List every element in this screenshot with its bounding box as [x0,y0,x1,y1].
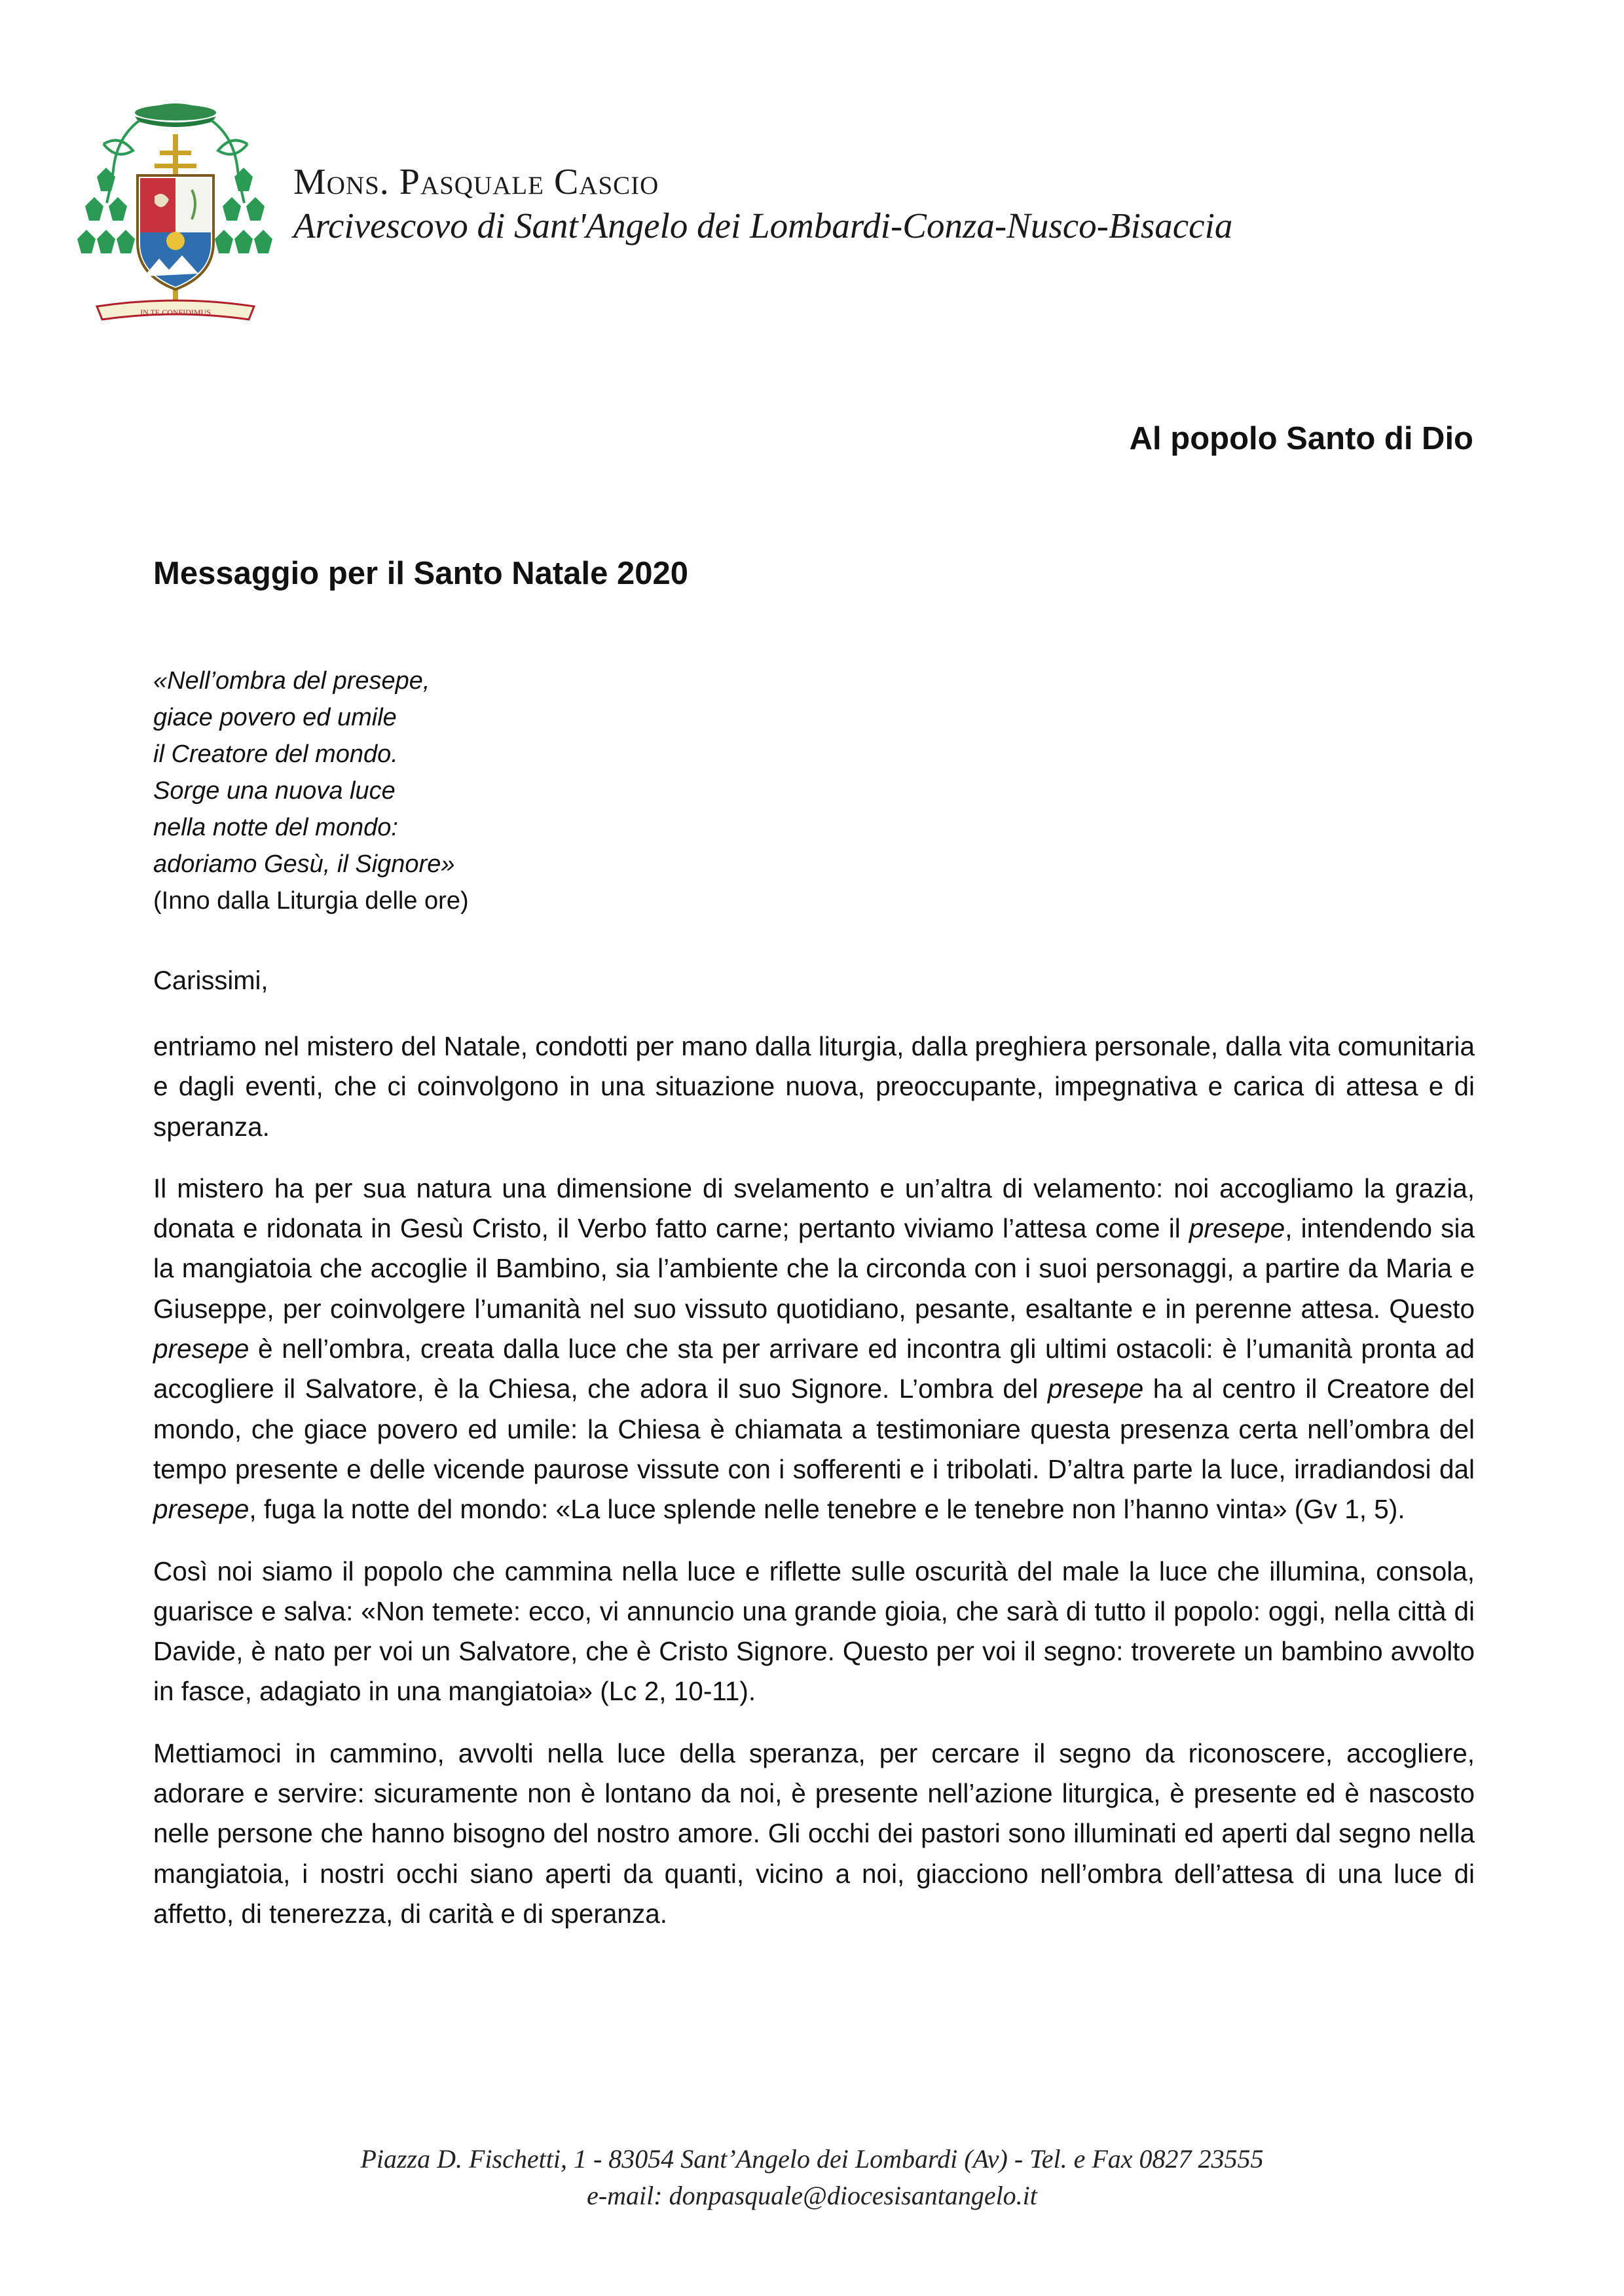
bishop-name: Mons. Pasquale Cascio [293,162,659,202]
body-paragraph: Mettiamoci in cammino, avvolti nella luce della speranza, per cercare il segno da riconoscere, accogliere, adorare e servire: sicuramente non è lontano da noi, è presente nell’azione liturgica, è presente ed è nascosto nelle persone che hanno bisogno del nostro amore. Gli occhi dei pastori sono illuminati ed aperti dal segno nella mangiatoia, i nostri occhi siano aperti da quanti, vicino a noi, giacciono nell’ombra dell’attesa di una luce di affetto, di tenerezza, di carità e di speranza. [153,1738,1475,1929]
letterhead [293,161,1232,249]
footer [0,2141,1624,2214]
document-title: Messaggio per il Santo Natale 2020 [153,556,688,591]
coat-of-arms-emblem [77,98,274,347]
addressee: Al popolo Santo di Dio [1129,421,1473,456]
poem-line: «Nell’ombra del presepe, [153,667,430,695]
poem-source: (Inno dalla Liturgia delle ore) [153,887,469,915]
body-paragraph: Il mistero ha per sua natura una dimensione di svelamento e un’altra di velamento: noi accogliamo la grazia, donata e ridonata in Gesù Cristo, il Verbo fatto carne; pertanto viviamo l’attesa come il presepe, intendendo sia la mangiatoia che accoglie il Bambino, sia l’ambiente che la circonda con i suoi personaggi, a partire da Maria e Giuseppe, per coinvolgere l’umanità nel suo vissuto quotidiano, pesante, esaltante e in perenne attesa. Questo presepe è nell’ombra, creata dalla luce che sta per arrivare ed incontra gli ultimi ostacoli: è l’umanità pronta ad accogliere il Salvatore, è la Chiesa, che adora il suo Signore. L’ombra del presepe ha al centro il Creatore del mondo, che giace povero ed umile: la Chiesa è chiamata a testimoniare questa presenza certa nell’ombra del tempo presente e delle vicende paurose vissute con i sofferenti e i tribolati. D’altra parte la luce, irradiandosi dal presepe, fuga la notte del mondo: «La luce splende nelle tenebre e le tenebre non l’hanno vinta» (Gv 1, 5). [153,1173,1475,1525]
footer-email: e-mail: donpasquale@diocesisantangelo.it [587,2181,1037,2210]
body-paragraph: entriamo nel mistero del Natale, condotti per mano dalla liturgia, dalla preghiera personale, dalla vita comunitaria e dagli eventi, che ci coinvolgono in una situazione nuova, preoccupante, impegnativa e carica di attesa e di speranza. [153,1031,1475,1142]
footer-address: Piazza D. Fischetti, 1 - 83054 Sant’Angelo dei Lombardi (Av) - Tel. e Fax 0827 23555 [360,2144,1264,2174]
body-paragraph: Così noi siamo il popolo che cammina nella luce e riflette sulle oscurità del male la luce che illumina, consola, guarisce e salva: «Non temete: ecco, vi annuncio una grande gioia, che sarà di tutto il popolo: oggi, nella città di Davide, è nato per voi un Salvatore, che è Cristo Signore. Questo per voi il segno: troverete un bambino avvolto in fasce, adagiato in una mangiatoia» (Lc 2, 10-11). [153,1556,1475,1707]
letter-body [153,1027,1475,1956]
bishop-title: Arcivescovo di Sant'Angelo dei Lombardi-Conza-Nusco-Bisaccia [293,206,1233,246]
poem-line: Sorge una nuova luce [153,777,396,805]
poem-line: nella notte del mondo: [153,814,398,841]
salutation: Carissimi, [153,966,268,995]
poem-line: giace povero ed umile [153,704,397,731]
motto-text: IN TE CONFIDIMUS [140,308,211,317]
coat-of-arms [77,98,274,347]
poem-line: il Creatore del mondo. [153,740,398,768]
poem-quote [153,663,469,919]
poem-line: adoriamo Gesù, il Signore» [153,850,455,878]
